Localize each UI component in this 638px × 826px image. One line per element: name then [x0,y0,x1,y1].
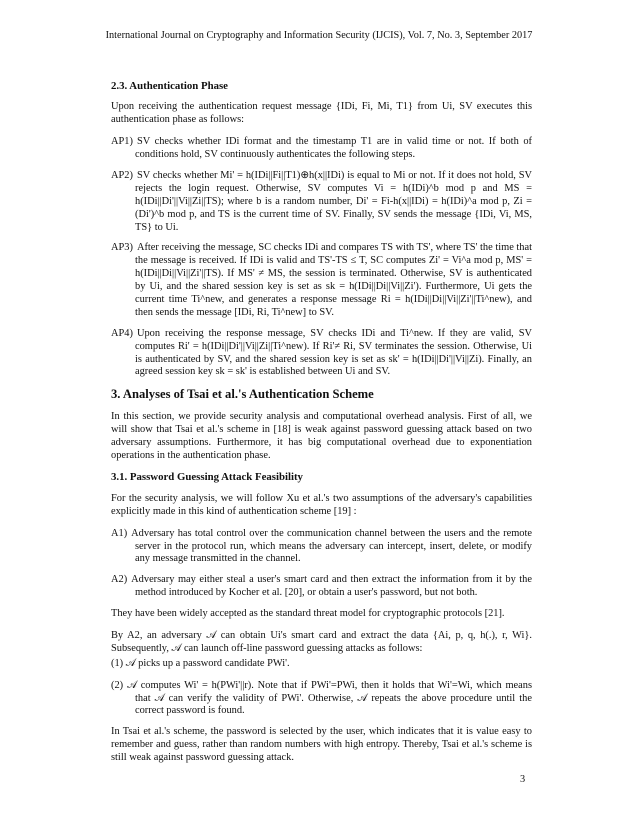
threat-model-paragraph: They have been widely accepted as the standard threat model for cryptographic protocols [21]. [111,608,505,620]
attack-step-1: (1) 𝒜 picks up a password candidate PWi'. [111,657,290,669]
section-3-1-paragraph: For the security analysis, we will follow Xu et al.'s two assumptions of the adversary's capabilities explicitly made in this kind of authentication scheme [19] : [111,492,532,517]
by-a2-paragraph: By A2, an adversary 𝒜 can obtain Ui's smart card and extract the data {Ai, p, q, h(.), r, Wi}. Subsequently, 𝒜 can launch off-line password guessing attacks as follows: [111,629,532,654]
assumption-a2 [111,574,532,600]
step-label: AP3) [111,242,133,254]
step-ap1 [111,136,532,162]
step-label: AP1) [111,136,133,148]
journal-header: International Journal on Cryptography and Information Security (IJCIS), Vol. 7, No. 3, September 2017 [105,30,533,41]
page-body [111,80,532,774]
section-2-3-heading: 2.3. Authentication Phase [111,80,228,92]
assumption-label: A1) [111,527,128,539]
step-label: (2) [111,679,124,691]
step-ap3 [111,242,532,319]
page-number: 3 [520,774,526,785]
step-text: 𝒜 computes Wi' = h(PWi'||r). Note that if PWi'=PWi, then it holds that Wi'=Wi, which means that 𝒜 can verify the validity of PWi'. Otherwise, 𝒜 repeats the above procedure until the correct password is found. [127,679,532,717]
assumption-text: Adversary has total control over the communication channel between the users and the remote server in the protocol run, which means the adversary can intercept, insert, delete, or modify any message transmitted in the channel. [131,527,532,565]
step-label: AP2) [111,169,133,181]
step-text: Upon receiving the response message, SV checks IDi and Ti^new. If they are valid, SV computes Ri' = h(IDi||Di'||Vi||Zi||Ti^new). If Ri'≠ Ri, SV terminates the session. Otherwise, Ui is authenticated by SV, and the shared session key is set as sk' = h(IDi||Di'||Vi||Zi). Finally, an agreed session key sk = sk' is established between Ui and SV. [135,327,532,378]
assumption-a1 [111,528,532,567]
step-ap4 [111,328,532,380]
assumption-text: Adversary may either steal a user's smart card and then extract the information from it by the method introduced by Kocher et al. [20], or obtain a user's password, but not both. [131,574,532,599]
section-2-3-intro: Upon receiving the authentication request message {IDi, Fi, Mi, T1} from Ui, SV executes this authentication phase as follows: [111,101,532,126]
conclusion-paragraph: In Tsai et al.'s scheme, the password is selected by the user, which indicates that it is value easy to remember and guess, rather than random numbers with high entropy. Thereby, Tsai et al.'s scheme is still weak against password guessing attack. [111,726,532,764]
step-text: SV checks whether Mi' = h(IDi||Fi||T1)⊕h(x||IDi) is equal to Mi or not. If it does not hold, SV rejects the login request. Otherwise, SV computes Vi = h(IDi)^b mod p and MS = h(IDi||Di'||Vi||Zi||TS); where b is a random number, Di' = Fi-h(x||IDi) = h(IDi)^a mod p, Zi = (Di')^b mod p, and TS is the current time of SV. Finally, SV sends the message {IDi, Vi, MS, TS} to Ui. [135,169,532,233]
section-3-intro: In this section, we provide security analysis and computational overhead analysis. First of all, we will show that Tsai et al.'s scheme in [18] is weak against password guessing attack based on two adversary assumptions. Furthermore, it has big computational overhead due to exponentiation operations in the authentication phase. [111,410,532,461]
section-3-1-heading: 3.1. Password Guessing Attack Feasibility [111,471,303,484]
step-label: AP4) [111,327,133,339]
step-text: After receiving the message, SC checks IDi and compares TS with TS', where TS' the time that the message is received. If IDi is valid and TS'-TS ≤ T, SC computes Zi' = Vi^a mod p, MS' = h(IDi||Di||Vi||Zi'||TS). If MS' ≠ MS, the session is terminated. Otherwise, SV is authenticated by Ui, and the shared session key is set as sk = h(IDi||Di||Vi||Zi'). Furthermore, Ui gets the current time Ti^new, and generates a response message Ri = h(IDi||Di||Vi||Zi'||Ti^new), and then sends the message [IDi, Ri, Ti^new] to SV. [135,242,532,318]
step-text: SV checks whether IDi format and the timestamp T1 are in valid time or not. If both of conditions hold, SV continuously authenticates the following steps. [135,136,532,161]
step-ap2 [111,170,532,234]
section-3-heading: 3. Analyses of Tsai et al.'s Authentication Scheme [111,387,374,402]
attack-step-2 [111,680,532,719]
assumption-label: A2) [111,574,128,586]
